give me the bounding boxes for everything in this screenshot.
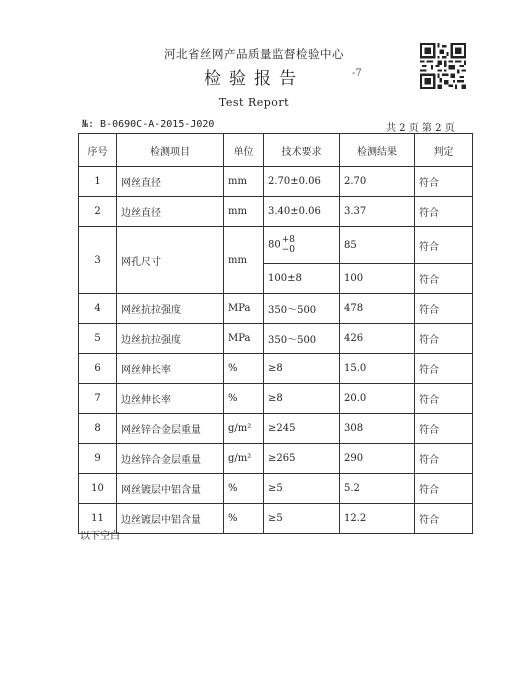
report-title: 检验报告: [204, 69, 304, 89]
header-no: 序号: [79, 134, 117, 167]
cell-no: 6: [79, 354, 117, 384]
cell-unit: g/m²: [224, 414, 264, 444]
cell-result: 100: [340, 264, 415, 294]
cell-result: 85: [340, 227, 415, 264]
table-row: [79, 474, 473, 504]
header-unit: 单位: [224, 134, 264, 167]
header-item: 检测项目: [117, 134, 224, 167]
cell-verdict: 符合: [415, 414, 473, 444]
cell-verdict: 符合: [415, 227, 473, 264]
cell-no: 7: [79, 384, 117, 414]
cell-verdict: 符合: [415, 197, 473, 227]
cell-requirement: ≥245: [264, 414, 340, 444]
table-row: [79, 294, 473, 324]
cell-unit: MPa: [224, 294, 264, 324]
cell-requirement: 3.40±0.06: [264, 197, 340, 227]
cell-item: 边丝抗拉强度: [117, 324, 224, 354]
cell-unit: %: [224, 504, 264, 534]
tolerance-fraction: [282, 235, 295, 255]
cell-requirement: [264, 227, 340, 264]
cell-result: 3.37: [340, 197, 415, 227]
cell-result: 12.2: [340, 504, 415, 534]
cell-no: 1: [79, 167, 117, 197]
table-row: [79, 384, 473, 414]
cell-item: 边丝锌合金层重量: [117, 444, 224, 474]
table-row: [79, 324, 473, 354]
cell-result: 5.2: [340, 474, 415, 504]
cell-no: 8: [79, 414, 117, 444]
cell-no: 2: [79, 197, 117, 227]
cell-requirement: ≥8: [264, 384, 340, 414]
handwritten-mark: -7: [352, 68, 362, 79]
cell-item: 网丝抗拉强度: [117, 294, 224, 324]
cell-no: 9: [79, 444, 117, 474]
cell-requirement: ≥8: [264, 354, 340, 384]
cell-result: 15.0: [340, 354, 415, 384]
cell-item: 网丝锌合金层重量: [117, 414, 224, 444]
cell-verdict: 符合: [415, 167, 473, 197]
page-indicator: 共 2 页 第 2 页: [386, 123, 455, 134]
cell-item: 边丝直径: [117, 197, 224, 227]
cell-requirement: 2.70±0.06: [264, 167, 340, 197]
header-requirement: 技术要求: [264, 134, 340, 167]
table-row: [79, 414, 473, 444]
cell-no: 5: [79, 324, 117, 354]
tolerance-minus: −0: [281, 245, 296, 255]
cell-verdict: 符合: [415, 264, 473, 294]
cell-unit: g/m²: [224, 444, 264, 474]
cell-verdict: 符合: [415, 474, 473, 504]
cell-item: 边丝伸长率: [117, 384, 224, 414]
cell-item: 网丝直径: [117, 167, 224, 197]
table-row: [79, 354, 473, 384]
cell-unit: %: [224, 384, 264, 414]
cell-unit: %: [224, 474, 264, 504]
cell-no: 3: [79, 227, 117, 294]
table-row: [79, 504, 473, 534]
cell-requirement: 100±8: [264, 264, 340, 294]
cell-result: 478: [340, 294, 415, 324]
blank-below-note: 以下空白: [80, 531, 120, 542]
cell-requirement: ≥5: [264, 504, 340, 534]
cell-requirement: 350～500: [264, 324, 340, 354]
cell-verdict: 符合: [415, 504, 473, 534]
cell-verdict: 符合: [415, 324, 473, 354]
cell-requirement: ≥5: [264, 474, 340, 504]
requirement-base: 80: [268, 239, 281, 251]
cell-result: 2.70: [340, 167, 415, 197]
cell-item: 边丝镀层中铝含量: [117, 504, 224, 534]
cell-unit: mm: [224, 197, 264, 227]
cell-verdict: 符合: [415, 294, 473, 324]
organization-name: 河北省丝网产品质量监督检验中心: [164, 47, 344, 61]
cell-result: 290: [340, 444, 415, 474]
cell-item: 网丝镀层中铝含量: [117, 474, 224, 504]
cell-result: 308: [340, 414, 415, 444]
table-header-row: [79, 134, 473, 167]
header-result: 检测结果: [340, 134, 415, 167]
qr-code-icon: [420, 43, 466, 89]
cell-verdict: 符合: [415, 444, 473, 474]
report-subtitle: Test Report: [218, 96, 290, 109]
cell-verdict: 符合: [415, 354, 473, 384]
cell-verdict: 符合: [415, 384, 473, 414]
cell-item: 网孔尺寸: [117, 227, 224, 294]
cell-result: 20.0: [340, 384, 415, 414]
table-row: [79, 167, 473, 197]
header-verdict: 判定: [415, 134, 473, 167]
table-row: [79, 197, 473, 227]
cell-requirement: ≥265: [264, 444, 340, 474]
cell-unit: mm: [224, 227, 264, 294]
cell-unit: mm: [224, 167, 264, 197]
cell-result: 426: [340, 324, 415, 354]
table-row: [79, 227, 473, 264]
test-results-table: [78, 133, 473, 534]
table-row: [79, 444, 473, 474]
cell-unit: %: [224, 354, 264, 384]
cell-no: 11: [79, 504, 117, 534]
cell-item: 网丝伸长率: [117, 354, 224, 384]
tolerance-plus: +8: [281, 235, 296, 245]
cell-unit: MPa: [224, 324, 264, 354]
cell-no: 10: [79, 474, 117, 504]
cell-requirement: 350～500: [264, 294, 340, 324]
report-number: №: B-0690C-A-2015-J020: [82, 119, 215, 130]
cell-no: 4: [79, 294, 117, 324]
